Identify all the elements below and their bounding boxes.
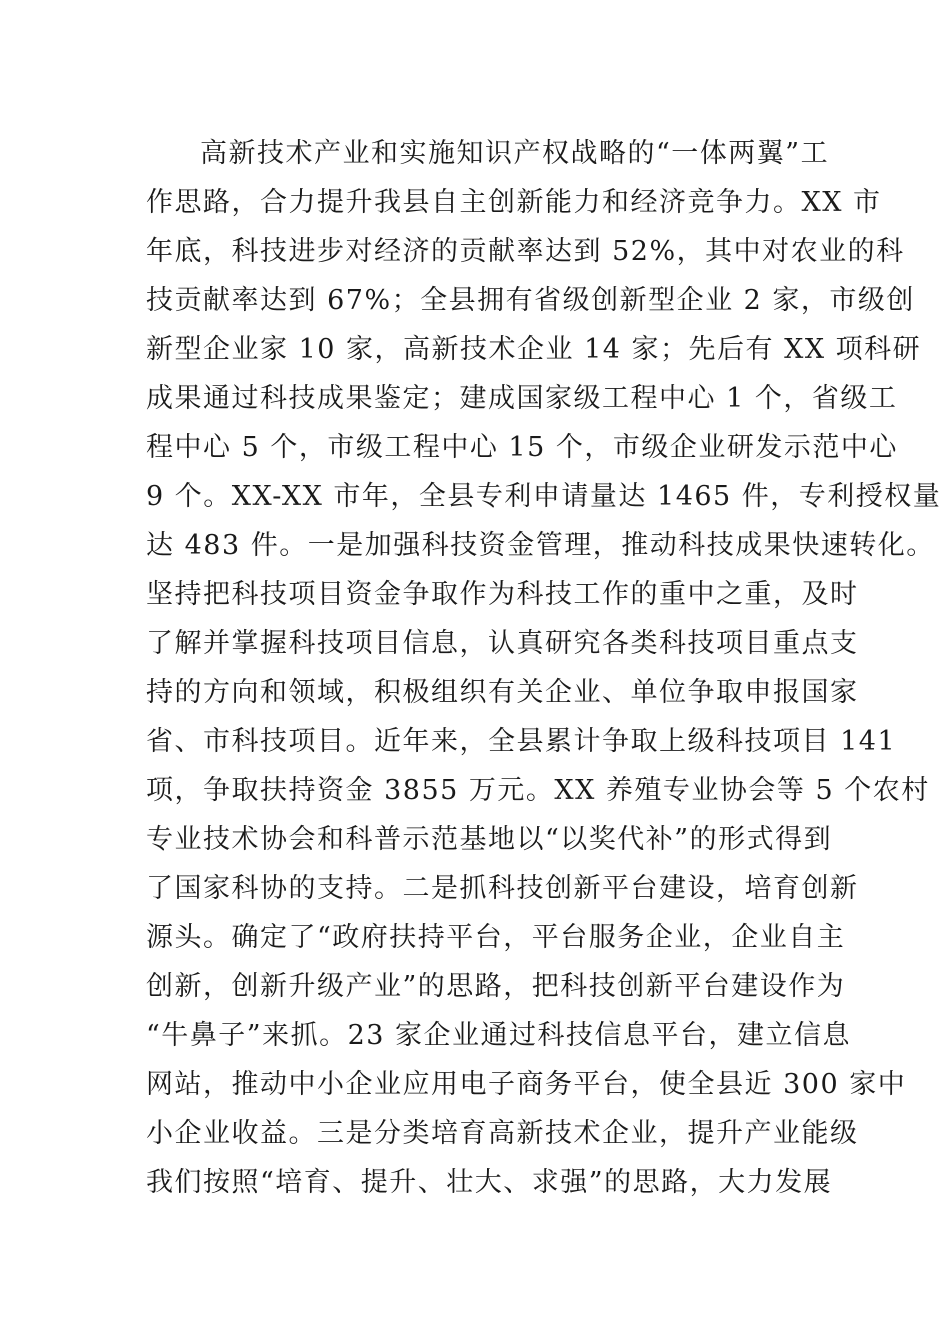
text-line: 新型企业家 10 家，高新技术企业 14 家；先后有 XX 项科研 bbox=[146, 334, 922, 365]
text-line: 我们按照“培育、提升、壮大、求强”的思路，大力发展 bbox=[146, 1167, 833, 1198]
text-line: 程中心 5 个，市级工程中心 15 个，市级企业研发示范中心 bbox=[146, 432, 898, 463]
text-line: 技贡献率达到 67%；全县拥有省级创新型企业 2 家，市级创 bbox=[146, 285, 915, 316]
text-line: 创新，创新升级产业”的思路，把科技创新平台建设作为 bbox=[146, 971, 846, 1002]
text-line: 高新技术产业和实施知识产权战略的“一体两翼”工 bbox=[200, 138, 830, 169]
text-line: 作思路，合力提升我县自主创新能力和经济竞争力。XX 市 bbox=[146, 187, 882, 218]
text-line: 成果通过科技成果鉴定；建成国家级工程中心 1 个，省级工 bbox=[146, 383, 898, 414]
text-line: “牛鼻子”来抓。23 家企业通过科技信息平台，建立信息 bbox=[146, 1020, 852, 1051]
text-line: 源头。确定了“政府扶持平台，平台服务企业，企业自主 bbox=[146, 922, 846, 953]
text-line: 年底，科技进步对经济的贡献率达到 52%，其中对农业的科 bbox=[146, 236, 905, 267]
text-line: 小企业收益。三是分类培育高新技术企业，提升产业能级 bbox=[146, 1118, 859, 1149]
text-line: 专业技术协会和科普示范基地以“以奖代补”的形式得到 bbox=[146, 824, 833, 855]
text-line: 了解并掌握科技项目信息，认真研究各类科技项目重点支 bbox=[146, 628, 859, 659]
text-line: 达 483 件。一是加强科技资金管理，推动科技成果快速转化。 bbox=[146, 530, 935, 561]
text-line: 网站，推动中小企业应用电子商务平台，使全县近 300 家中 bbox=[146, 1069, 907, 1100]
body-paragraph bbox=[146, 129, 942, 1207]
text-line: 省、市科技项目。近年来，全县累计争取上级科技项目 141 bbox=[146, 726, 897, 757]
text-line: 持的方向和领域，积极组织有关企业、单位争取申报国家 bbox=[146, 677, 859, 708]
text-line: 9 个。XX-XX 市年，全县专利申请量达 1465 件，专利授权量 bbox=[146, 481, 942, 512]
text-line: 项，争取扶持资金 3855 万元。XX 养殖专业协会等 5 个农村 bbox=[146, 775, 930, 806]
text-line: 坚持把科技项目资金争取作为科技工作的重中之重，及时 bbox=[146, 579, 859, 610]
text-line: 了国家科协的支持。二是抓科技创新平台建设，培育创新 bbox=[146, 873, 859, 904]
